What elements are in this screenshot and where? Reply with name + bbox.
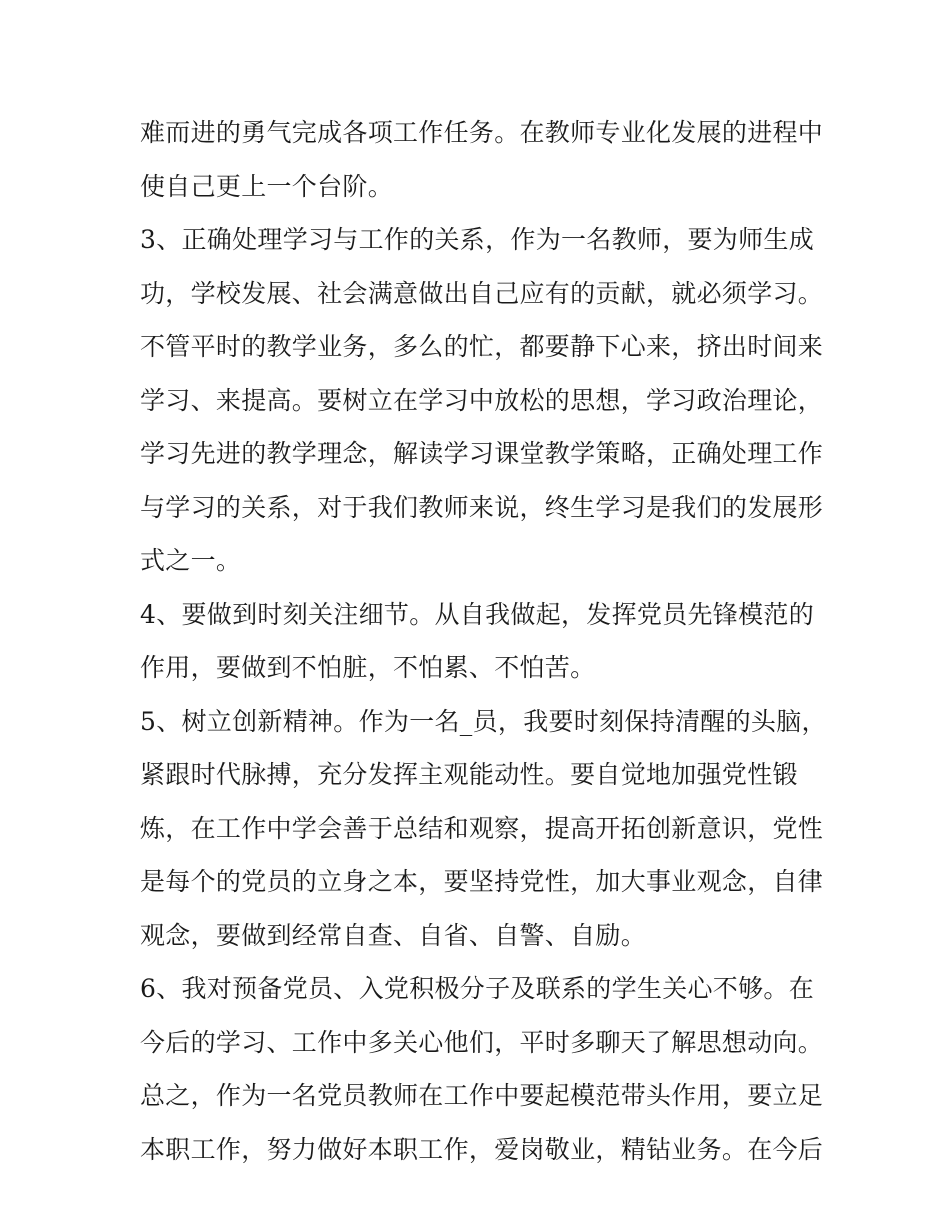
- text-line: 与学习的关系，对于我们教师来说，终生学习是我们的发展形: [140, 492, 824, 522]
- text-line: 学习先进的教学理念，解读学习课堂教学策略，正确处理工作: [140, 439, 824, 468]
- text-line: 难而进的勇气完成各项工作任务。在教师专业化发展的进程中: [140, 118, 824, 147]
- text-line: 不管平时的教学业务，多么的忙，都要静下心来，挤出时间来: [140, 332, 824, 361]
- text-line: 3、正确处理学习与工作的关系，作为一名教师，要为师生成: [140, 225, 815, 254]
- text-line: 观念，要做到经常自查、自省、自警、自励。: [140, 920, 647, 950]
- text-line: 5、树立创新精神。作为一名_员，我要时刻保持清醒的头脑，: [140, 706, 827, 736]
- text-line: 今后的学习、工作中多关心他们，平时多聊天了解思想动向。: [140, 1027, 824, 1057]
- text-line: 4、要做到时刻关注细节。从自我做起，发挥党员先锋模范的: [140, 599, 815, 629]
- document-body: [140, 106, 827, 1176]
- text-line: 6、我对预备党员、入党积极分子及联系的学生关心不够。在: [140, 974, 815, 1003]
- text-line: 总之，作为一名党员教师在工作中要起模范带头作用，要立足: [140, 1081, 824, 1110]
- text-line: 学习、来提高。要树立在学习中放松的思想，学习政治理论，: [140, 385, 824, 415]
- text-line: 本职工作，努力做好本职工作，爱岗敬业，精钻业务。在今后: [140, 1134, 824, 1164]
- text-line: 炼，在工作中学会善于总结和观察，提高开拓创新意识，党性: [140, 813, 824, 843]
- text-line: 紧跟时代脉搏，充分发挥主观能动性。要自觉地加强党性锻: [140, 760, 798, 789]
- text-line: 使自己更上一个台阶。: [140, 171, 394, 201]
- text-line: 是每个的党员的立身之本，要坚持党性，加大事业观念，自律: [140, 867, 824, 896]
- text-line: 作用，要做到不怕脏，不怕累、不怕苦。: [140, 653, 596, 682]
- text-line: 功，学校发展、社会满意做出自己应有的贡献，就必须学习。: [140, 278, 824, 308]
- text-line: 式之一。: [140, 546, 242, 575]
